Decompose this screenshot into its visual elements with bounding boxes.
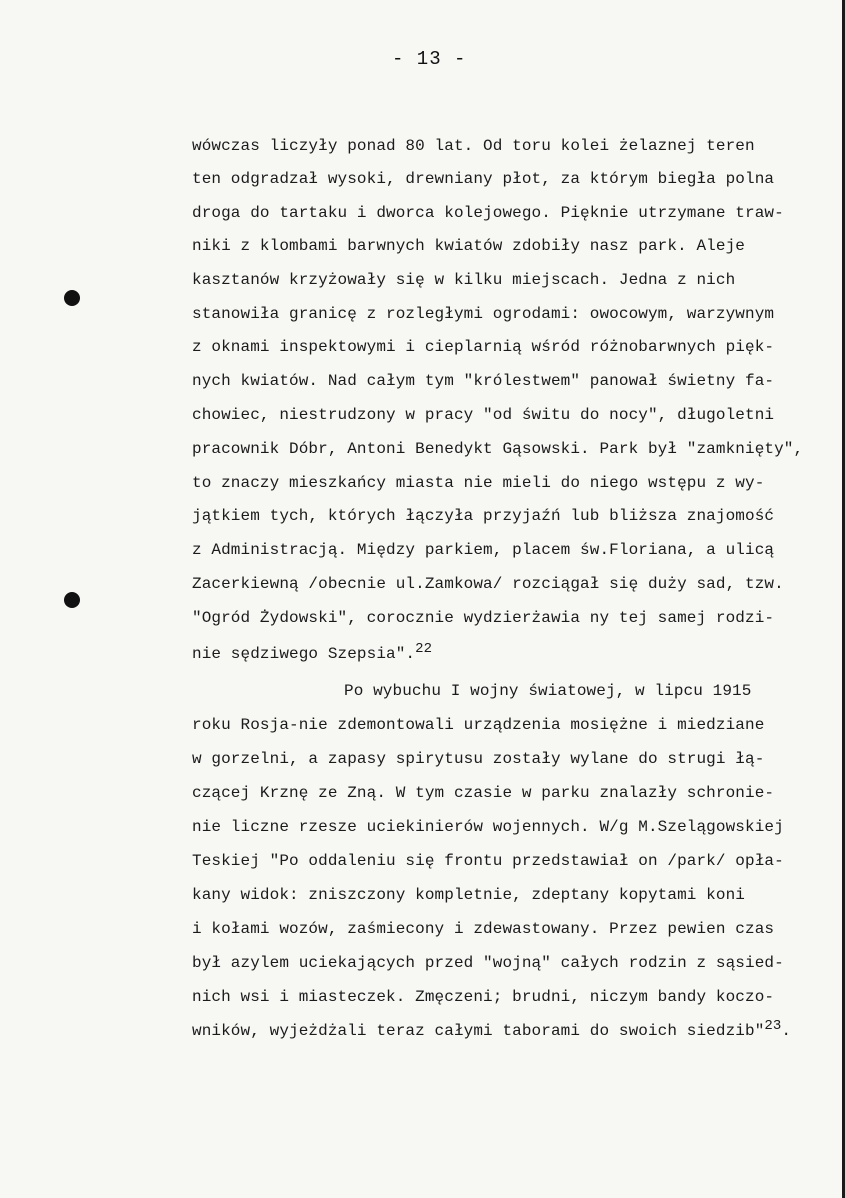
text-line: nie liczne rzesze uciekinierów wojennych. W/g M.Szelągowskiej <box>192 818 784 836</box>
text-line: Teskiej "Po oddaleniu się frontu przedstawiał on /park/ opła- <box>192 852 784 870</box>
text-line: był azylem uciekających przed "wojną" całych rodzin z sąsied- <box>192 954 784 972</box>
text-line: i kołami wozów, zaśmiecony i zdewastowany. Przez pewien czas <box>192 920 775 938</box>
text-line: jątkiem tych, których łączyła przyjaźń lub bliższa znajomość <box>192 507 775 525</box>
sentence-end: . <box>781 1022 792 1040</box>
punch-hole-top <box>64 290 80 306</box>
text-line: "Ogród Żydowski", corocznie wydzierżawia ny tej samej rodzi- <box>192 609 775 627</box>
text-line: kasztanów krzyżowały się w kilku miejscach. Jedna z nich <box>192 271 736 289</box>
text-line-with-footnote <box>192 1018 792 1040</box>
text-line: z Administracją. Między parkiem, placem św.Floriana, a ulicą <box>192 541 775 559</box>
footnote-ref-22: 22 <box>415 641 433 657</box>
text-line: kany widok: zniszczony kompletnie, zdeptany kopytami koni <box>192 886 745 904</box>
page-number: - 13 - <box>392 48 467 70</box>
text-line: ten odgradzał wysoki, drewniany płot, za którym biegła polna <box>192 170 775 188</box>
text-line: nych kwiatów. Nad całym tym "królestwem" panował świetny fa- <box>192 372 775 390</box>
text-line: droga do tartaku i dworca kolejowego. Pięknie utrzymane traw- <box>192 204 784 222</box>
footnote-ref-23: 23 <box>764 1018 782 1034</box>
text-line: nich wsi i miasteczek. Zmęczeni; brudni, niczym bandy koczo- <box>192 988 775 1006</box>
text-line: Po wybuchu I wojny światowej, w lipcu 1915 <box>344 682 752 700</box>
text-line: czącej Krznę ze Zną. W tym czasie w parku znalazły schronie- <box>192 784 775 802</box>
text-line: Zacerkiewną /obecnie ul.Zamkowa/ rozciągał się duży sad, tzw. <box>192 575 784 593</box>
text-line: chowiec, niestrudzony w pracy "od świtu do nocy", długoletni <box>192 406 775 424</box>
punch-hole-bottom <box>64 592 80 608</box>
text-line: stanowiła granicę z rozległymi ogrodami: owocowym, warzywnym <box>192 305 775 323</box>
text-line: wników, wyjeżdżali teraz całymi taborami do swoich siedzib" <box>192 1022 765 1040</box>
text-line: roku Rosja-nie zdemontowali urządzenia mosiężne i miedziane <box>192 716 765 734</box>
text-line: w gorzelni, a zapasy spirytusu zostały wylane do strugi łą- <box>192 750 765 768</box>
text-line: wówczas liczyły ponad 80 lat. Od toru kolei żelaznej teren <box>192 137 755 155</box>
text-line: to znaczy mieszkańcy miasta nie mieli do niego wstępu z wy- <box>192 474 765 492</box>
text-line: pracownik Dóbr, Antoni Benedykt Gąsowski. Park był "zamknięty", <box>192 440 804 458</box>
text-line-with-footnote <box>192 641 433 663</box>
text-line: z oknami inspektowymi i cieplarnią wśród różnobarwnych pięk- <box>192 338 775 356</box>
text-line: niki z klombami barwnych kwiatów zdobiły nasz park. Aleje <box>192 237 745 255</box>
text-line: nie sędziwego Szepsia". <box>192 645 416 663</box>
